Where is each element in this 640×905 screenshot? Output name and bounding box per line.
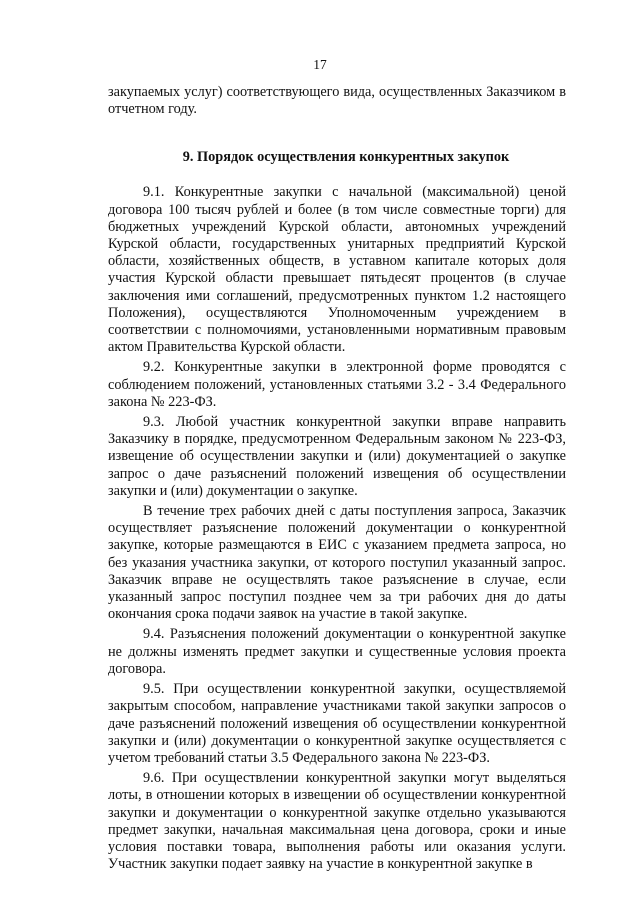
paragraph-9-2: 9.2. Конкурентные закупки в электронной форме проводятся с соблюдением положений, установленных статьями 3.2 - 3.4 Федерального закона № 223-ФЗ. — [108, 359, 566, 410]
intro-paragraph: закупаемых услуг) соответствующего вида, осуществленных Заказчиком в отчетном году. — [108, 84, 566, 118]
paragraph-9-1: 9.1. Конкурентные закупки с начальной (максимальной) ценой договора 100 тысяч рублей и более (в том числе совместные торги) для бюджетных учреждений Курской области, автономных учреждений Курской области, государственных унитарных предприятий Курской области, хозяйственных обществ, в уставном капитале которых доля участия Курской области превышает пятьдесят процентов (в случае заключения ими соглашений, предусмотренных пунктом 1.2 настоящего Положения), осуществляются Уполномоченным учреждением в соответствии с полномочиями, установленными нормативным правовым актом Правительства Курской области. — [108, 184, 566, 356]
paragraph-9-5: 9.5. При осуществлении конкурентной закупки, осуществляемой закрытым способом, направление участниками такой закупки запросов о даче разъяснений положений извещения об осуществлении конкурентной закупки и (или) документации о конкурентной закупке осуществляется с учетом требований статьи 3.5 Федерального закона № 223-ФЗ. — [108, 681, 566, 766]
paragraph-9-3: 9.3. Любой участник конкурентной закупки вправе направить Заказчику в порядке, предусмотренном Федеральным законом № 223-ФЗ, извещение об осуществлении закупки и (или) документацией о закупке запрос о даче разъяснений положений извещения об осуществлении закупки и (или) документации о закупке. — [108, 414, 566, 499]
section-title: 9. Порядок осуществления конкурентных закупок — [182, 149, 510, 166]
document-body — [108, 84, 566, 873]
paragraph-9-3-response: В течение трех рабочих дней с даты поступления запроса, Заказчик осуществляет разъяснение положений документации о конкурентной закупке, которые размещаются в ЕИС с указанием предмета запроса, но без указания участника закупки, от которого поступил указанный запрос. Заказчик вправе не осуществлять такое разъяснение в случае, если указанный запрос поступил позднее чем за три рабочих дня до даты окончания срока подачи заявок на участие в такой закупке. — [108, 503, 566, 623]
paragraph-9-4: 9.4. Разъяснения положений документации о конкурентной закупке не должны изменять предмет закупки и существенные условия проекта договора. — [108, 626, 566, 677]
paragraph-9-6: 9.6. При осуществлении конкурентной закупки могут выделяться лоты, в отношении которых в извещении об осуществлении конкурентной закупки и документации о конкурентной закупке отдельно указываются предмет закупки, начальная максимальная цена договора, сроки и иные условия поставки товара, выполнения работы или оказания услуги. Участник закупки подает заявку на участие в конкурентной закупке в — [108, 770, 566, 873]
page-number: 17 — [313, 57, 327, 72]
